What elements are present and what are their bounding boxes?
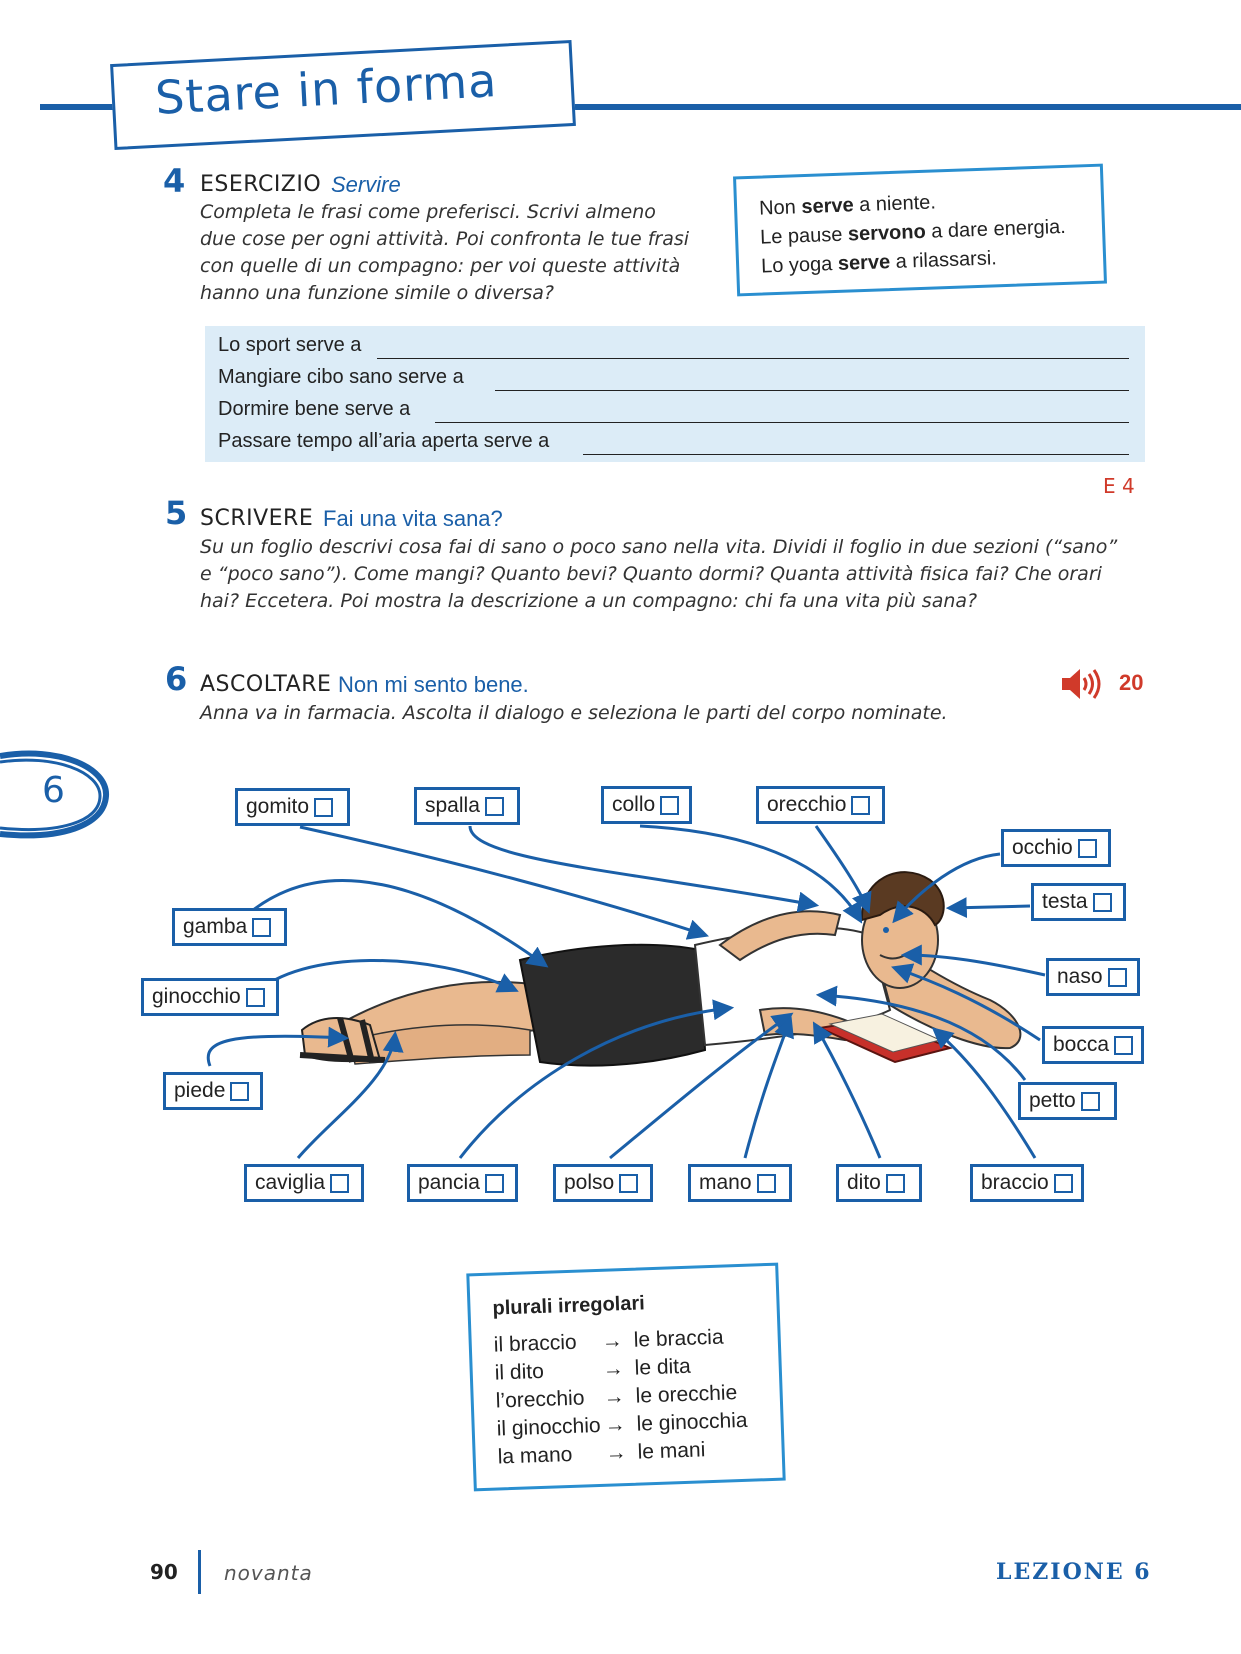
- label-pancia[interactable]: pancia: [407, 1164, 518, 1202]
- page-number: 90: [150, 1560, 178, 1584]
- example-line: Non serve a niente.: [758, 191, 937, 220]
- checkbox[interactable]: [1078, 839, 1097, 858]
- fill-prompt: Passare tempo all’aria aperta serve a: [218, 430, 550, 452]
- exercise-4-kind: ESERCIZIO: [200, 172, 322, 197]
- checkbox[interactable]: [1093, 893, 1112, 912]
- instruction-line: due cose per ogni attività. Poi confronta le tue frasi: [200, 228, 690, 250]
- exercise-4-number: 4: [163, 162, 186, 200]
- exercise-4-title: Servire: [331, 172, 401, 197]
- instruction-line: Completa le frasi come preferisci. Scrivi almeno: [200, 201, 656, 223]
- audio-track-number: 20: [1119, 670, 1144, 695]
- label-naso[interactable]: naso: [1046, 958, 1140, 996]
- plural-row: l’orecchio → le orecchie: [495, 1381, 738, 1413]
- instruction-line: hanno una funzione simile o diversa?: [200, 282, 554, 304]
- label-caviglia[interactable]: caviglia: [244, 1164, 364, 1202]
- exercise-6-instructions: Anna va in farmacia. Ascolta il dialogo e seleziona le parti del corpo nominate.: [200, 702, 948, 724]
- plural-row: la mano → le mani: [497, 1438, 706, 1469]
- exercise-6-kind: ASCOLTARE: [200, 672, 332, 697]
- checkbox[interactable]: [619, 1174, 638, 1193]
- instruction-line: con quelle di un compagno: per voi queste attività: [200, 255, 681, 277]
- fill-prompt: Mangiare cibo sano serve a: [218, 366, 464, 388]
- label-occhio[interactable]: occhio: [1001, 829, 1111, 867]
- checkbox[interactable]: [314, 798, 333, 817]
- label-collo[interactable]: collo: [601, 786, 692, 824]
- page-title: Stare in forma: [153, 53, 499, 125]
- checkbox[interactable]: [252, 918, 271, 937]
- checkbox[interactable]: [1108, 968, 1127, 987]
- example-line: Le pause servono a dare energia.: [759, 215, 1067, 249]
- label-petto[interactable]: petto: [1018, 1082, 1117, 1120]
- plurals-box: [466, 1263, 785, 1492]
- checkbox[interactable]: [1081, 1092, 1100, 1111]
- footer-divider: [198, 1550, 201, 1594]
- exercise-reference: E 4: [1103, 474, 1135, 498]
- page-number-word: novanta: [224, 1561, 313, 1585]
- exercise-5-kind: SCRIVERE: [200, 506, 314, 531]
- checkbox[interactable]: [485, 797, 504, 816]
- label-braccio[interactable]: braccio: [970, 1164, 1084, 1202]
- label-orecchio[interactable]: orecchio: [756, 786, 885, 824]
- fill-prompt: Dormire bene serve a: [218, 398, 411, 420]
- instruction-line: e “poco sano”). Come mangi? Quanto bevi? Quanto dormi? Quanta attività fisica fai? Che orari: [200, 563, 1102, 585]
- plural-row: il ginocchio → le ginocchia: [496, 1408, 748, 1441]
- fill-prompt: Lo sport serve a: [218, 334, 362, 356]
- checkbox[interactable]: [660, 796, 679, 815]
- exercise-5-number: 5: [165, 494, 188, 532]
- exercise-5-title: Fai una vita sana?: [323, 506, 503, 531]
- checkbox[interactable]: [1054, 1174, 1073, 1193]
- instruction-line: Su un foglio descrivi cosa fai di sano o poco sano nella vita. Dividi il foglio in due sezioni (“sano”: [200, 536, 1118, 558]
- checkbox[interactable]: [886, 1174, 905, 1193]
- label-gomito[interactable]: gomito: [235, 788, 350, 826]
- label-gamba[interactable]: gamba: [172, 908, 287, 946]
- label-testa[interactable]: testa: [1031, 883, 1126, 921]
- plural-row: il dito → le dita: [494, 1354, 692, 1385]
- checkbox[interactable]: [851, 796, 870, 815]
- checkbox[interactable]: [246, 988, 265, 1007]
- lesson-label: LEZIONE 6: [996, 1559, 1152, 1585]
- checkbox[interactable]: [1114, 1036, 1133, 1055]
- checkbox[interactable]: [485, 1174, 504, 1193]
- label-polso[interactable]: polso: [553, 1164, 653, 1202]
- label-spalla[interactable]: spalla: [414, 787, 520, 825]
- example-line: Lo yoga serve a rilassarsi.: [760, 247, 998, 278]
- checkbox[interactable]: [757, 1174, 776, 1193]
- checkbox[interactable]: [330, 1174, 349, 1193]
- exercise-6-title: Non mi sento bene.: [338, 672, 529, 697]
- plurals-title: plurali irregolari: [492, 1292, 646, 1320]
- label-ginocchio[interactable]: ginocchio: [141, 978, 279, 1016]
- label-bocca[interactable]: bocca: [1042, 1026, 1144, 1064]
- label-mano[interactable]: mano: [688, 1164, 792, 1202]
- label-piede[interactable]: piede: [163, 1072, 263, 1110]
- plural-row: il braccio → le braccia: [493, 1325, 724, 1357]
- instruction-line: hai? Eccetera. Poi mostra la descrizione a un compagno: chi fa una vita più sana?: [200, 590, 978, 612]
- label-dito[interactable]: dito: [836, 1164, 922, 1202]
- checkbox[interactable]: [230, 1082, 249, 1101]
- exercise-6-number: 6: [165, 660, 188, 698]
- lesson-tab-number: 6: [42, 770, 65, 811]
